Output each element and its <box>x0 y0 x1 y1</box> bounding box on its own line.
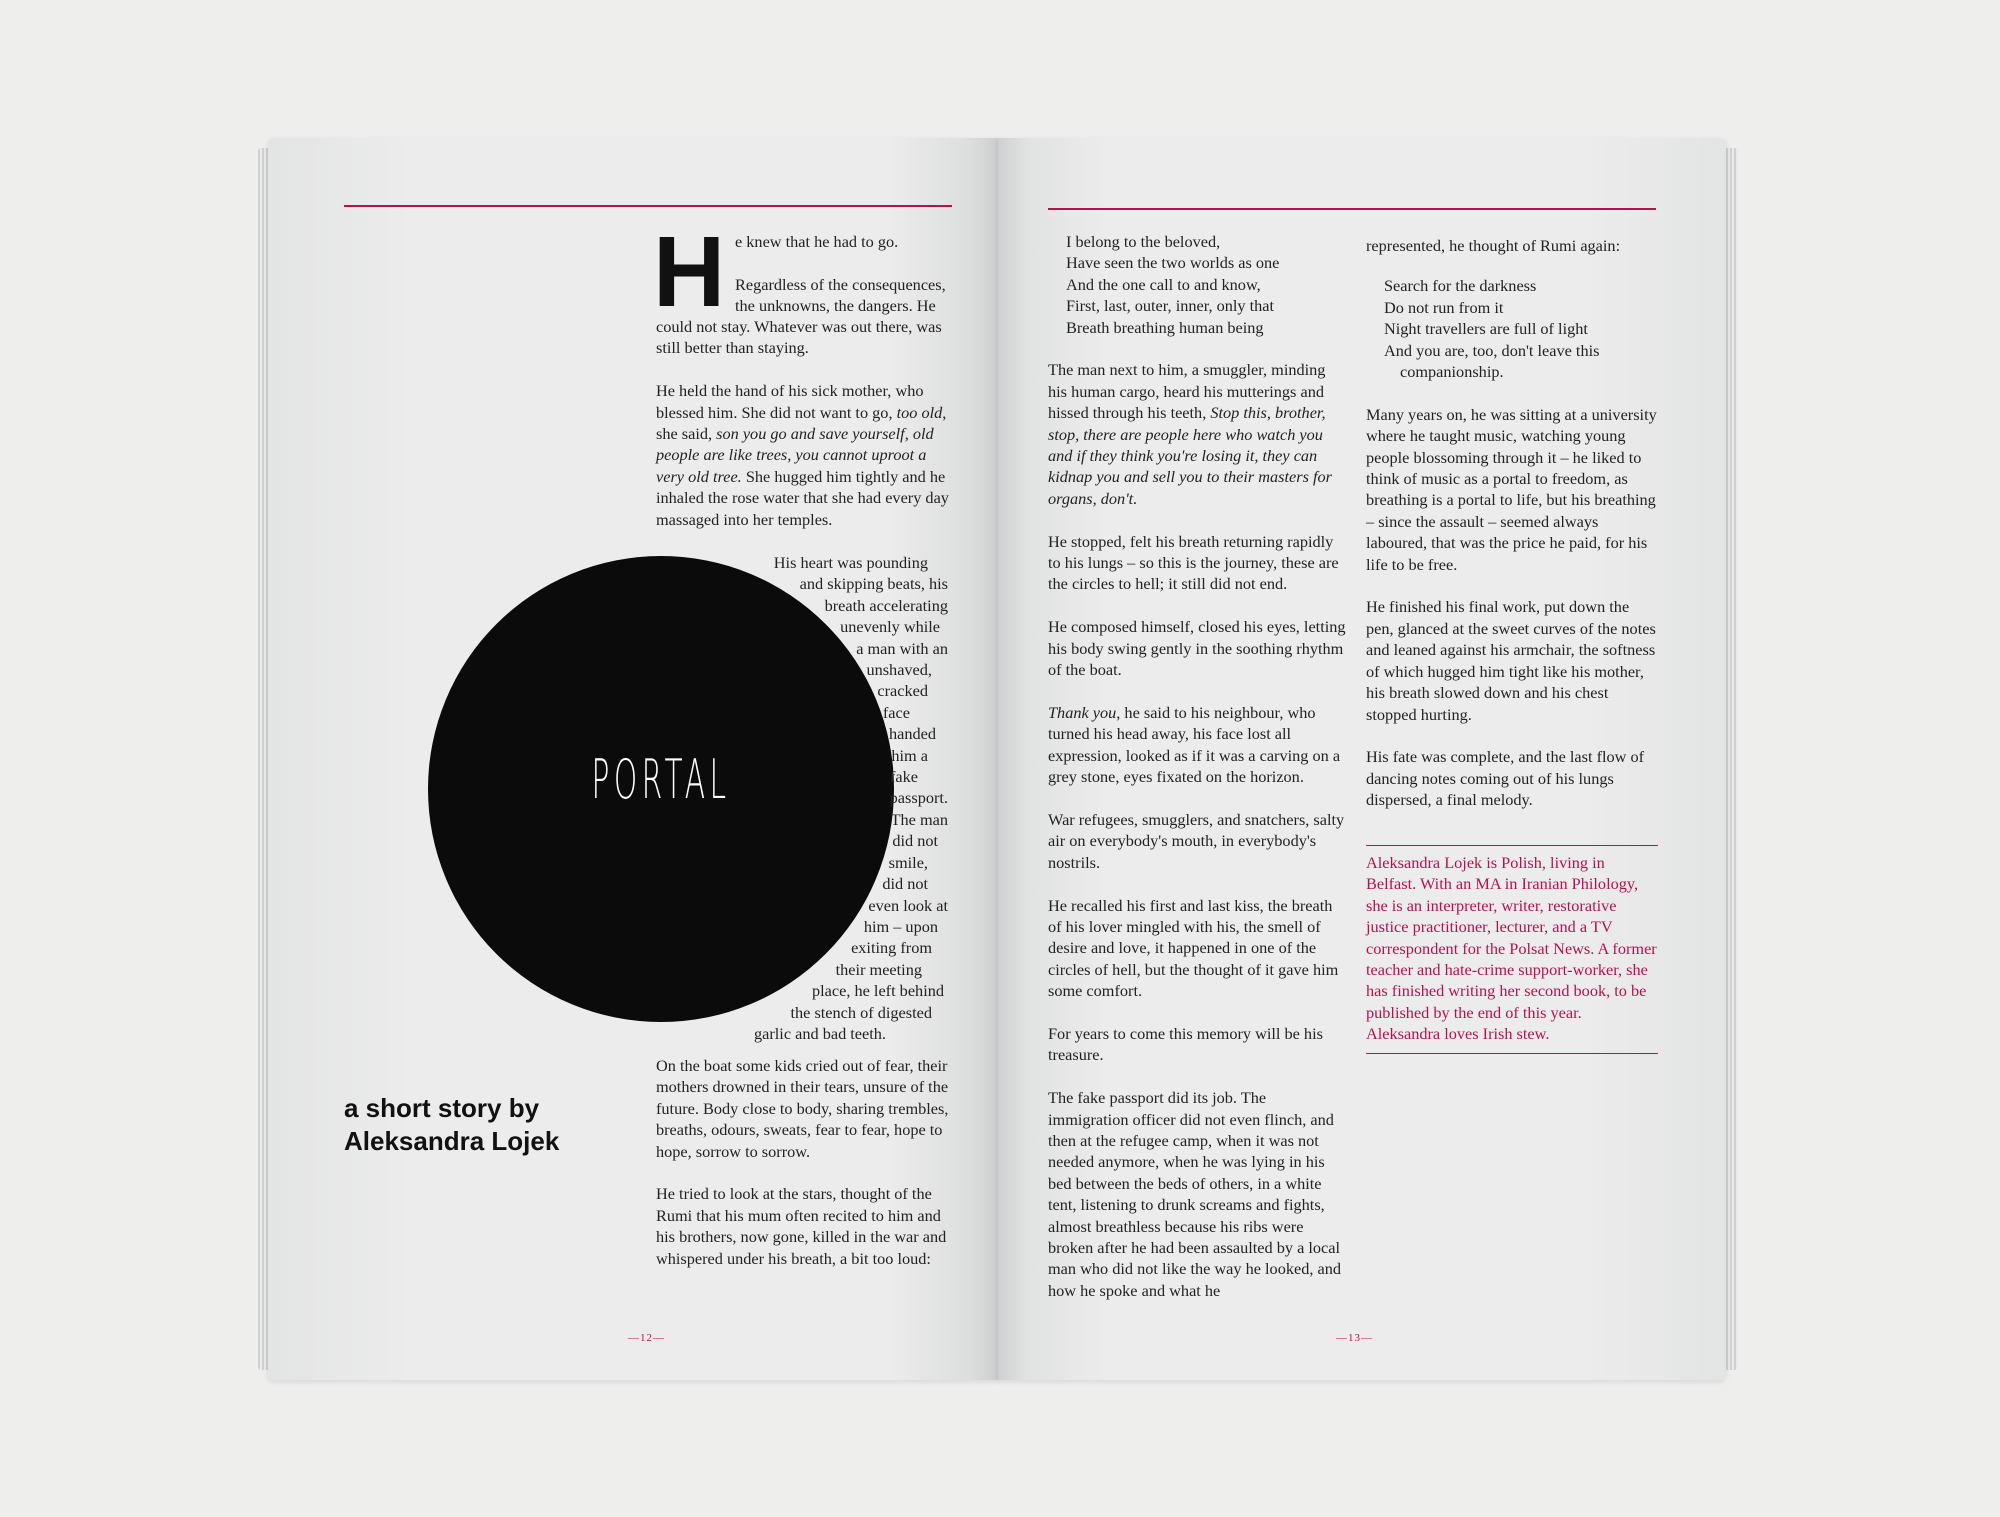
wrap-line: smile, <box>888 852 928 872</box>
paragraph: He finished his final work, put down the pen, glanced at the sweet curves of the notes and leaned against his armchair, the softness of which hugged him tight like his mother, his breath slowed down and his chest stopped hurting. <box>1366 597 1656 724</box>
wrap-line: did not <box>882 874 928 894</box>
opening-text <box>735 231 953 317</box>
drop-cap: H <box>653 216 726 328</box>
left-top-rule <box>344 205 952 207</box>
author-name: Aleksandra Lojek <box>344 1126 560 1156</box>
paragraph: The fake passport did its job. The immigration officer did not even flinch, and then at the refugee camp, when it was not needed anymore, when he was lying in his bed between the beds of others, in a white tent, listening to drunk screams and fights, almost breathless because his ribs were broken after he had been assaulted by a local man who did not like the way he looked, and how he spoke and what he <box>1048 1088 1341 1300</box>
wrap-line: even look at <box>868 895 948 915</box>
opening-line: Regardless of the consequences, <box>735 274 946 294</box>
paragraph-mother: He held the hand of his sick mother, who blessed him. She did not want to go, too old, she said, son you go and save yourself, old people are like trees, you cannot uproot a very old tree. She hugged him tightly and he inhaled the rose water that she had every day massaged into her temples. <box>656 381 949 529</box>
author-bio: Aleksandra Lojek is Polish, living in Belfast. With an MA in Iranian Philology, she is an interpreter, writer, restorative justice practitioner, lecturer, and a TV correspondent for the Polsat News. A former teacher and hate-crime support-worker, she has finished writing her second book, to be published by the end of this year. Aleksandra loves Irish stew. <box>1366 845 1658 1054</box>
poem-line: And you are, too, don't leave this <box>1384 340 1600 360</box>
wrap-line: and skipping beats, his <box>799 574 948 594</box>
poem-line: companionship. <box>1400 362 1504 382</box>
right-column-1 <box>1048 231 1346 1323</box>
wrap-line: His heart was pounding <box>773 553 928 572</box>
wrap-line: handed <box>888 724 936 744</box>
wrap-line: fake <box>889 767 918 787</box>
wrap-line: garlic and bad teeth. <box>754 1023 886 1043</box>
poem-line: And the one call to and know, <box>1066 274 1261 294</box>
poem-line: First, last, outer, inner, only that <box>1066 296 1275 316</box>
wrap-line: exiting from <box>851 938 932 958</box>
paragraph: For years to come this memory will be his treasure. <box>1048 1023 1323 1065</box>
opening-line: e knew that he had to go. <box>735 232 899 251</box>
wrap-line: him – upon <box>863 916 938 936</box>
page-number-right: —13— <box>1336 1332 1373 1344</box>
poem-line: Have seen the two worlds as one <box>1066 253 1280 273</box>
opening-line: the unknowns, the dangers. He <box>735 296 936 316</box>
poem-line: Breath breathing human being <box>1066 317 1264 337</box>
wrap-line: place, he left behind <box>812 981 944 1001</box>
wrap-line: cracked <box>877 681 928 701</box>
story-title: PORTAL <box>591 747 731 811</box>
wrap-line: The man <box>890 809 948 829</box>
left-column-lower <box>656 1055 954 1290</box>
paragraph: He tried to look at the stars, thought of the Rumi that his mum often recited to him and his brothers, now gone, killed in the war and whispered under his breath, a bit too loud: <box>656 1184 947 1268</box>
left-column-upper <box>656 316 954 551</box>
wrap-line: unevenly while <box>840 617 940 637</box>
poem-line: Search for the darkness <box>1384 276 1537 296</box>
wrap-line: him a <box>891 745 928 765</box>
rumi-poem-1 <box>1048 231 1346 338</box>
right-top-rule <box>1048 208 1656 210</box>
paragraph-smuggler: The man next to him, a smuggler, minding his human cargo, heard his mutterings and hissed through his teeth, Stop this, brother, stop, there are people here who watch you and if they think you're losing it, they can kidnap you and sell you to their masters for organs, don't. <box>1048 360 1332 508</box>
paragraph: War refugees, smugglers, and snatchers, salty air on everybody's mouth, in everybody's nostrils. <box>1048 809 1345 872</box>
paragraph: He stopped, felt his breath returning rapidly to his lungs – so this is the journey, these are the circles to hell; it still did not end. <box>1048 531 1339 594</box>
page-number-left: —12— <box>628 1332 665 1344</box>
wrap-line: passport. <box>889 788 948 808</box>
byline <box>344 1092 559 1158</box>
paragraph: His fate was complete, and the last flow of dancing notes coming out of his lungs dispersed, a final melody. <box>1366 747 1645 810</box>
wrap-line: their meeting <box>835 959 922 979</box>
byline-line: a short story by <box>344 1093 540 1123</box>
wrap-line: face <box>882 702 910 722</box>
paragraph-thank-you: Thank you, he said to his neighbour, who turned his head away, his face lost all expression, looked as if it was a carving on a grey stone, eyes fixated on the horizon. <box>1048 702 1341 787</box>
paragraph: He recalled his first and last kiss, the breath of his lover mingled with his, the smell of desire and love, it happened in one of the circles of hell, but the thought of it gave him some comfort. <box>1048 895 1339 1001</box>
rumi-poem-2 <box>1366 275 1658 382</box>
right-column-2 <box>1366 235 1658 832</box>
paragraph: represented, he thought of Rumi again: <box>1366 236 1621 255</box>
poem-line: I belong to the beloved, <box>1066 232 1221 251</box>
paragraph: On the boat some kids cried out of fear, their mothers drowned in their tears, unsure of the future. Body close to body, sharing trembles, breaths, odours, sweats, fear to fear, hope to hope, sorrow to sorrow. <box>656 1056 949 1161</box>
paragraph: Many years on, he was sitting at a university where he taught music, watching young people blossoming through it – he liked to think of music as a portal to freedom, as breathing is a portal to life, but his breathing – since the assault – seemed always laboured, that was the price he paid, for his life to be free. <box>1366 404 1657 574</box>
wrap-line: breath accelerating <box>824 595 948 615</box>
poem-line: Night travellers are full of light <box>1384 319 1588 339</box>
paragraph: could not stay. Whatever was out there, was still better than staying. <box>656 317 942 358</box>
wrap-line: a man with an <box>856 638 948 658</box>
paragraph: He composed himself, closed his eyes, letting his body swing gently in the soothing rhythm of the boat. <box>1048 617 1346 680</box>
wrapped-text <box>700 552 948 1044</box>
wrap-line: did not <box>892 831 938 851</box>
wrap-line: the stench of digested <box>790 1002 932 1022</box>
wrap-line: unshaved, <box>866 660 932 680</box>
poem-line: Do not run from it <box>1384 297 1504 317</box>
